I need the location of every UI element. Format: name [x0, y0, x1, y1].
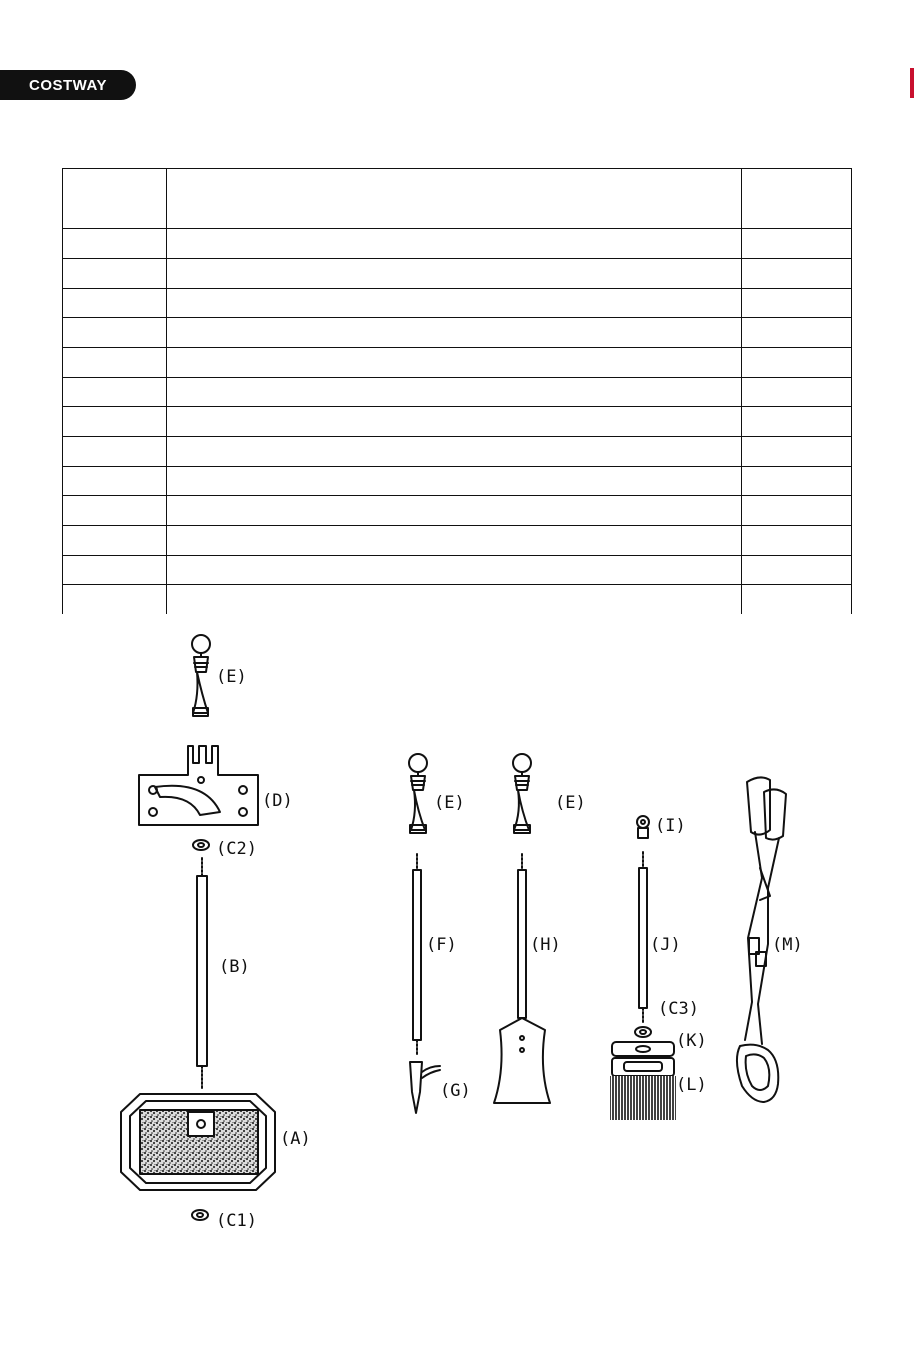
stand-pole-b	[197, 858, 207, 1088]
nut-c1	[192, 1210, 208, 1220]
brush-head-cover-k	[612, 1042, 674, 1056]
label-c2: (C2)	[216, 839, 257, 859]
poker-tip-g	[410, 1062, 440, 1113]
label-d: (D)	[262, 791, 293, 811]
label-h: (H)	[530, 935, 561, 955]
brand-name: COSTWAY	[29, 76, 107, 94]
label-l: (L)	[676, 1075, 707, 1095]
brush-cap-i	[637, 816, 649, 838]
handle-e-top	[192, 635, 210, 716]
label-j: (J)	[650, 935, 681, 955]
shovel-blade	[494, 1018, 550, 1103]
brush-bristles-l	[610, 1058, 676, 1120]
base-plate-a	[121, 1094, 275, 1190]
label-a: (A)	[280, 1129, 311, 1149]
part-labels	[216, 667, 803, 1231]
brush-shaft-j	[639, 852, 647, 1022]
shovel-shaft-h	[518, 854, 526, 1018]
label-b: (B)	[219, 957, 250, 977]
holder-bracket-d	[139, 746, 258, 825]
handle-e-shovel	[513, 754, 531, 833]
label-k: (K)	[676, 1031, 707, 1051]
handle-e-poker	[409, 754, 427, 833]
label-g: (G)	[440, 1081, 471, 1101]
label-c1: (C1)	[216, 1211, 257, 1231]
label-e-top: (E)	[216, 667, 247, 687]
poker-shaft-f	[413, 854, 421, 1056]
nut-c2	[193, 840, 209, 850]
label-e-poker: (E)	[434, 793, 465, 813]
label-e-shovel: (E)	[555, 793, 586, 813]
label-m: (M)	[772, 935, 803, 955]
label-i: (I)	[655, 816, 686, 836]
label-f: (F)	[426, 935, 457, 955]
nut-c3	[635, 1027, 651, 1037]
label-c3: (C3)	[658, 999, 699, 1019]
